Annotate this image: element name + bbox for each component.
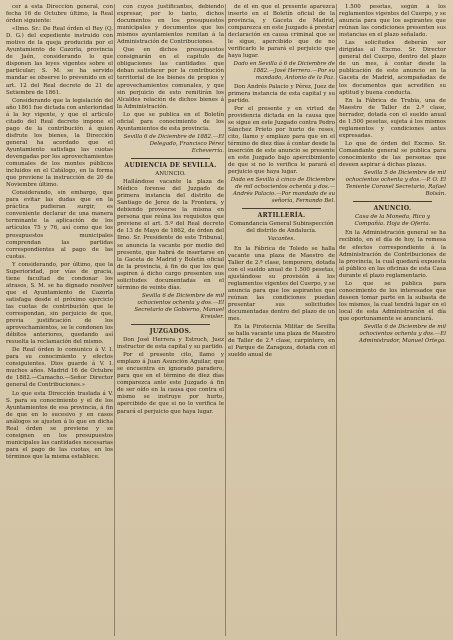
section-heading: AUDIENCIA DE SEVILLA. [124,161,217,169]
paragraph: Don Andrés Palacio y Pérez, Juez de primera instancia de esta capital y su partido. [228,83,335,104]
section-subheading: Vacantes. [267,236,296,243]
column-rule [114,4,115,636]
signature-line: Dado en Sevilla á 6 de Diciembre de 1882.—José Herrera.—Por su mandado, Antonio de la Paz. [233,61,335,82]
paragraph: con cuyos justificantes, debiendo expresar, por lo tanto, dichos documentos en los presupuestos municipales y documentos que los mismos ayuntamientos remitan á la Administración de Contribuciones. [117,4,224,46]
paragraph: De Real órden lo comunico á V. I. para su conocimiento y efectos consiguientes. Dios guarde á V. I. muchos años. Madrid 16 de Octubre de 1882.—Camacho.—Señor Director general de Contribuciones.» [6,347,113,389]
paragraph: Y considerando, por último, que la Superioridad, por vías de gracia, tiene facultad de condonar los atrasos, S. M. se ha dignado resolver que el Ayuntamiento de Cazorla satisfaga desde el próximo ejercicio las cuotas de contribución que le correspondan, sin perjuicio de que, previa justificación de los aprovechamientos, se le condonen los débitos anteriores, quedando así resuelta la reclamación del mismo. [6,261,113,346]
section-divider [131,158,210,159]
section-divider [353,201,432,202]
paragraph: En la Administración general se ha recibido, en el día de hoy, la remesa de efectos correspondiente á la Administración de Contribuciones de la provincia, la cual quedará expuesta al público en las oficinas de esta Casa durante el plazo reglamentario. [339,230,446,279]
paragraph: Por el presente cito, llamo y emplazo á Juan Asunción Aguilar, que se encuentra en ignorado paradero, para que en el término de diez días comparezca ante este Juzgado á fin de ser oído en la causa que contra el mismo se instruye por hurto, apercibido de que si no lo verifica le parará el perjuicio que haya lugar. [117,352,224,415]
section-subheading: Comandancia General Subinspección del distrito de Andalucía. [229,221,334,235]
paragraph: 1.500 pesetas, según á los reglamentos vigentes del Cuerpo, y se anuncia para que los aspirantes que reúnan las condiciones presenten sus instancias en el plazo señalado. [339,4,446,39]
signature-line: Dado en Sevilla á cinco de Diciembre de mil ochocientos ochenta y dos.—Andrés Palacio.—Por mandado de su señoría, Fernando Bel. [230,177,335,205]
section-subheading: Casa de la Moneda, Rico y Compañía. Hoja de Oferta. [354,214,431,228]
section-divider [242,208,321,209]
paragraph: Lo que se publica para conocimiento de los interesados que deseen tomar parte en la subasta de los mismos, la cual tendrá lugar en el local de esta Administración el día que oportunamente se anunciará. [339,280,446,322]
paragraph: de él en que el presente aparezca inserto en el Boletín oficial de la provincia, y Gaceta de Madrid, comparezca en este Juzgado á prestar declaración en causa criminal que se le sigue, apercibido que de no verificarlo le parará el perjuicio que haya lugar. [228,4,335,60]
section-heading: ARTILLERÍA. [257,212,306,220]
section-heading: JUZGADOS. [149,328,192,336]
column-3 [228,4,335,636]
column-4 [339,4,446,636]
paragraph: En la Pirotecnia Militar de Sevilla se halla vacante una plaza de Maestro de Taller de 2.ª clase, carpintero, en el Parque de Zaragoza, dotada con el sueldo anual de [228,324,335,359]
paragraph: Don José Herrera y Estruch, Juez instructor de esta capital y su partido. [117,337,224,351]
signature-line: Sevilla 5 de Diciembre de mil ochocientos ochenta y dos.—P. O. El Teniente Coronel Secretario, Rafael Bolsán. [345,170,446,198]
paragraph: Por el presente y en virtud de providencia dictada en la causa que se sigue en este Juzgado contra Pedro Sánchez Prieto por hurto de reses, cito, llamo y emplazo para que en el término de diez días á contar desde la inserción de este anuncio se presente en este Juzgado bajo apercibimiento de que si no lo verifica le parará el perjuicio que haya lugar. [228,105,335,176]
section-heading: ANUNCIO. [373,205,412,213]
section-divider [131,324,210,325]
paragraph: Considerando que la legislación del año 1861 fue dictada con anterioridad á la ley vigente, y que el artículo citado del Real decreto impone el pago de la contribución á quien disfrute los bienes, la Dirección general ha acordado que el Ayuntamiento satisfaga las cuotas devengadas por los aprovechamientos comunales de los montes públicos incluidos en el Catálogo, en la forma que previene la instrucción de 20 de Noviembre último. [6,97,113,189]
paragraph: Lo que se publica en el Boletín oficial para conocimiento de los Ayuntamientos de esta provincia. [117,111,224,132]
column-rule [336,4,337,636]
signature-line: Sevilla 6 de Diciembre de mil ochocientos ochenta y dos.—El Administrador, Manuel Ortega. [359,324,446,345]
paragraph: Lo que de órden del Excmo. Sr. Comandante general se publica para conocimiento de las personas que deseen aspirar á dichas plazas. [339,140,446,169]
column-rule [225,4,226,636]
signature-line: Sevilla 6 de Diciembre de mil ochocientos ochenta y dos.—El Secretario de Gobierno, Manuel Kreisler. [134,292,224,320]
paragraph: En la Fábrica de Trubia, una de Maestro de Taller de 2.ª clase, herrador, dotada con el sueldo anual de 1.500 pesetas, sujeta á los mismos reglamentos y condiciones antes expresadas. [339,97,446,139]
paragraph: «Ilmo. Sr.: De Real órden el Rey (Q. D. G.) del expediente instruido con motivo de la queja producida por el Ayuntamiento de Cazorla, provincia de Jaén, considerando lo que disponen las leyes vigentes sobre el particular; S. M. se ha servido mandar se observe lo prevenido en el art. 12 del Real decreto de 21 de Setiembre de 1861. [6,26,113,96]
paragraph: En la Fábrica de Toledo se halla vacante una plaza de Maestro de Taller de 2.ª clase, temporero, dotada con el sueldo anual de 1.500 pesetas, ajustándose su provisión á los reglamentos vigentes del Cuerpo, y se anuncia para que los aspirantes que reúnan las condiciones puedan presentar sus solicitudes documentadas dentro del plazo de un mes. [228,245,335,322]
column-2 [117,4,224,636]
paragraph: cer á esta Dirección general, con fecha 16 de Octubre último, la Real órden siguiente: [6,4,113,25]
paragraph: Considerando, sin embargo, que para evitar las dudas que en la práctica pudieran surgir, es conveniente declarar de una manera terminante la aplicación de los artículos 75 y 76, así como que los presupuestos municipales comprendan las partidas correspondientes al pago de las cuotas. [6,190,113,260]
paragraph: Las solicitudes deberán ser dirigidas al Excmo. Sr. Director general del Cuerpo, dentro del plazo de un mes, á contar desde la publicación de este anuncio en la Gaceta de Madrid, acompañadas de los documentos que acrediten su aptitud y buena conducta. [339,40,446,96]
signature-line: Sevilla 6 de Diciembre de 1882.—El Delegado, Francisco Pérez Echeverría. [123,133,224,154]
column-1 [6,4,113,636]
paragraph: Hallándose vacante la plaza de Médico forense del Juzgado de primera instancia del distrito de Santiago de Jerez de la Frontera, y debiendo proveerse la misma en persona que reúna los requisitos que previene el art. 5.º del Real decreto de 13 de Mayo de 1862, de órden del Ilmo. Sr. Presidente de este Tribunal, se anuncia la vacante por medio del presente, que habrá de insertarse en la Gaceta de Madrid y Boletín oficial de la provincia, á fin de que los que aspiren á dicho cargo presenten sus solicitudes documentadas en el término de veinte días. [117,179,224,291]
paragraph: Lo que esta Dirección traslada á V. S. para su conocimiento y el de los Ayuntamientos de esa provincia, á fin de que en lo sucesivo y en casos análogos se ajusten á lo que en dicha Real órden se previene y se consignen en los presupuestos municipales las cantidades necesarias para el pago de las cuotas, en los términos que la misma establece. [6,390,113,460]
paragraph: Que en dichos presupuestos consignarán en el capítulo de obligaciones las cantidades que deban satisfacer por la contribución territorial de los bienes de propios y aprovechamientos comunales, y que sin perjuicio de esto remitirán los Alcaldes relación de dichos bienes á la Administración. [117,47,224,110]
section-subheading: ANUNCIO. [155,171,186,178]
